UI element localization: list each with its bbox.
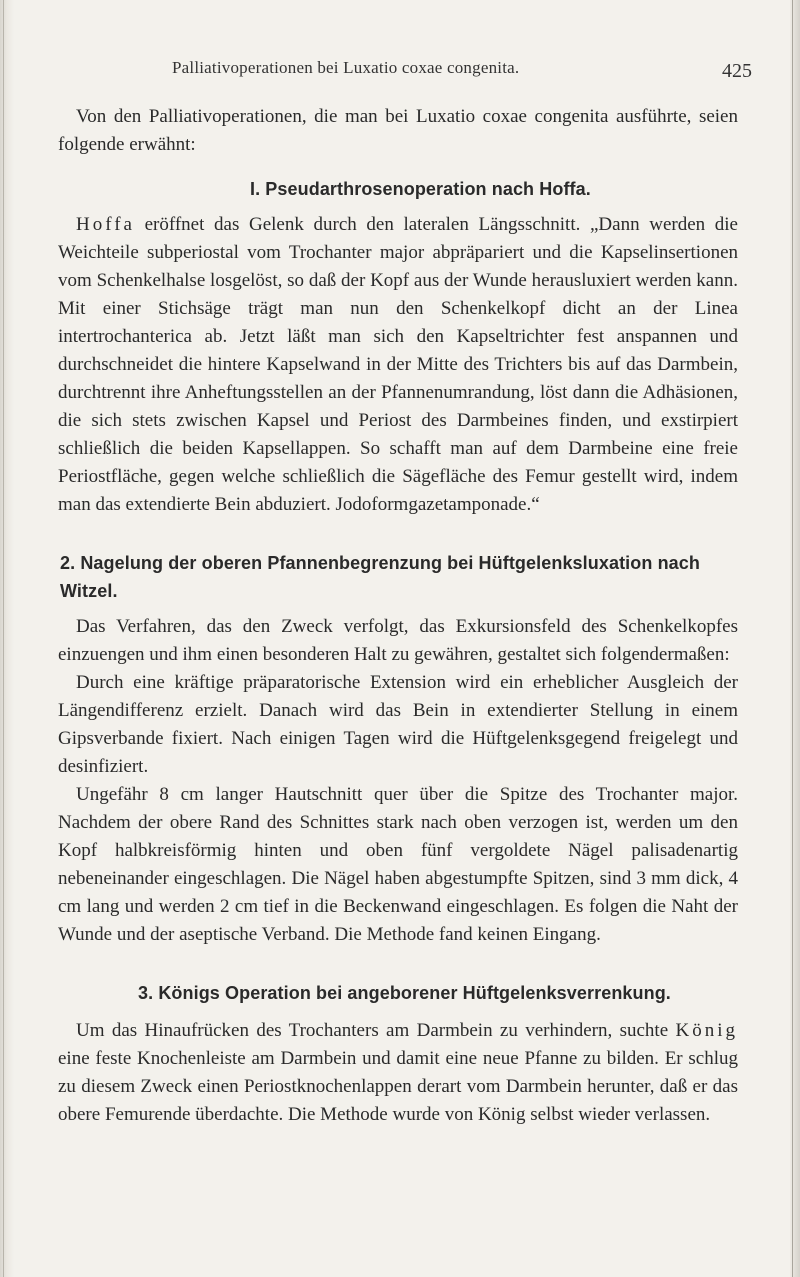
section-3-text-before: Um das Hinaufrücken des Trochanters am Darmbein zu verhindern, suchte [76, 1020, 669, 1041]
page-number: 425 [722, 60, 752, 82]
section-1-paragraph [58, 211, 738, 519]
section-3-text-after: eine feste Knochenleiste am Darmbein und damit eine neue Pfanne zu bilden. Er schlug zu diesem Zweck einen Periostknochenlappen derart vom Darmbein herunter, daß er das obere Femurende überdachte. Die Methode wurde von König selbst wieder verlassen. [58, 1048, 738, 1125]
intro-paragraph: Von den Palliativoperationen, die man bei Luxatio coxae congenita ausführte, seien folgende erwähnt: [58, 106, 738, 155]
section-2-paragraph-1: Das Verfahren, das den Zweck verfolgt, das Exkursionsfeld des Schenkelkopfes einzuengen und ihm einen besonderen Halt zu gewähren, gestaltet sich folgendermaßen: [58, 616, 738, 665]
section-3-paragraph [58, 1017, 738, 1129]
section-1-heading: I. Pseudarthrosenoperation nach Hoffa. [250, 179, 591, 199]
author-name: Hoffa [76, 214, 135, 235]
body-text [58, 103, 738, 1129]
section-3-heading: 3. Königs Operation bei angeborener Hüftgelenksverrenkung. [138, 983, 671, 1003]
section-2-paragraph-3: Ungefähr 8 cm langer Hautschnitt quer über die Spitze des Trochanter major. Nachdem der obere Rand des Schnittes stark nach oben verzogen ist, werden um den Kopf halbkreisförmig hinten und oben fünf vergoldete Nägel palisadenartig nebeneinander eingeschlagen. Die Nägel haben abgestumpfte Spitzen, sind 3 mm dick, 4 cm lang und werden 2 cm tief in die Beckenwand eingeschlagen. Es folgen die Naht der Wunde und der aseptische Verband. Die Methode fand keinen Eingang. [58, 784, 738, 945]
section-1-text: eröffnet das Gelenk durch den lateralen Längsschnitt. „Dann werden die Weichteile subperiostal vom Trochanter major abpräpariert und die Kapselinsertionen vom Schenkelhalse losgelöst, so daß der Kopf aus der Wunde herausluxiert werden kann. Mit einer Stichsäge trägt man nun den Schenkelkopf dicht an der Linea intertrochanterica ab. Jetzt läßt man sich den Kapseltrichter fest anspannen und durchschneidet die hintere Kapselwand in der Mitte des Trichters bis auf das Darmbein, durchtrennt ihre Anheftungsstellen an der Pfannenumrandung, löst dann die Adhäsionen, die sich stets zwischen Kapsel und Periost des Darmbeines finden, und exstirpiert schließlich die beiden Kapsellappen. So schafft man auf dem Darmbeine eine freie Periostfläche, gegen welche schließlich die Sägefläche des Femur gestellt wird, indem man das extendierte Bein abduziert. Jodoformgazetamponade.“ [58, 214, 738, 515]
section-2-heading: 2. Nagelung der oberen Pfannenbegrenzung bei Hüftgelenksluxation nach Witzel. [60, 553, 700, 601]
author-name: König [675, 1020, 739, 1041]
section-2-paragraph-2: Durch eine kräftige präparatorische Extension wird ein erheblicher Ausgleich der Längendifferenz erzielt. Danach wird das Bein in extendierter Stellung in einem Gipsverbande fixiert. Nach einigen Tagen wird die Hüftgelenksgegend freigelegt und desinfiziert. [58, 672, 738, 777]
running-title: Palliativoperationen bei Luxatio coxae congenita. [172, 58, 520, 77]
